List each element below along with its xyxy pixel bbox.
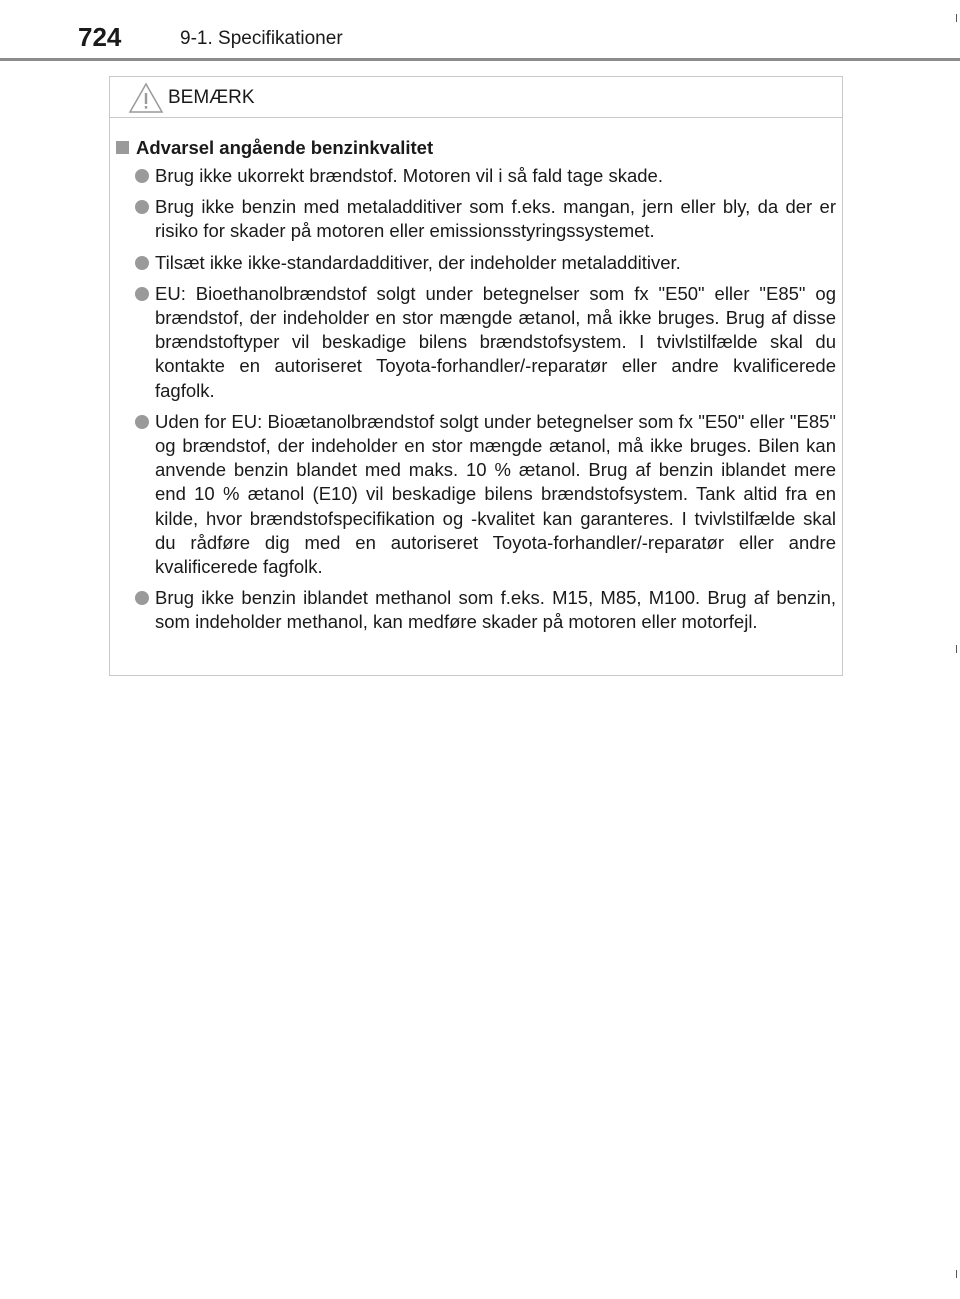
page-header [0,0,960,62]
list-item [110,251,836,275]
notice-box [109,76,843,676]
section-title: 9-1. Specifikationer [180,28,343,49]
list-item [110,282,836,403]
square-bullet-icon [116,141,129,154]
bullet-icon [135,169,149,183]
notice-body [110,118,842,635]
list-item-text: EU: Bioethanolbrændstof solgt under betegnelser som fx "E50" eller "E85" og brændstof, der indeholder en stor mængde ætanol, må ikke bruges. Brug af disse brændstoftyper vil beskadige bilens brændstofsystem. I tvivlstilfælde skal du kontakte en autoriseret Toyota-forhandler/-reparatør eller andre kvalificerede fagfolk. [155,282,836,401]
list-item-text: Brug ikke benzin iblandet methanol som f.eks. M15, M85, M100. Brug af benzin, som indeholder methanol, kan medføre skader på motoren eller motorfejl. [155,587,836,633]
notice-label: BEMÆRK [168,87,255,108]
list-item-text: Tilsæt ikke ikke-standardadditiver, der indeholder metaladditiver. [155,251,681,273]
bullet-icon [135,256,149,270]
warning-triangle-icon [128,82,164,114]
list-item-text: Brug ikke ukorrekt brændstof. Motoren vil i så fald tage skade. [155,165,663,186]
crop-mark-bottom-right [956,1270,957,1278]
header-rule [0,58,960,61]
crop-mark-middle-right [956,645,957,653]
bullet-icon [135,200,149,214]
notice-header [110,77,842,118]
list-item [110,586,836,634]
list-item [110,164,836,188]
list-item-text: Brug ikke benzin med metaladditiver som f.eks. mangan, jern eller bly, da der er risiko for skader på motoren eller emissionsstyringssystemet. [155,196,836,242]
list-item [110,195,836,243]
crop-mark-top-right [956,14,957,22]
list-item-text: Uden for EU: Bioætanolbrændstof solgt under betegnelser som fx "E50" eller "E85" og brændstof, der indeholder en stor mængde ætanol, må ikke bruges. Bilen kan anvende benzin blandet med maks. 10 % ætanol. Brug af benzin iblandet mere end 10 % ætanol (E10) vil beskadige bilens brændstofsystem. Tank altid fra en kilde, hvor brændstofspecifikation og -kvalitet kan garanteres. I tvivlstilfælde skal du rådføre dig med en autoriseret Toyota-forhandler/-reparatør eller andre kvalificerede fagfolk. [155,410,836,578]
bullet-icon [135,287,149,301]
list-item [110,410,836,579]
notice-subheading-text: Advarsel angående benzinkvalitet [136,137,434,158]
bullet-icon [135,415,149,429]
page-number: 724 [78,22,122,52]
bullet-icon [135,591,149,605]
notice-subheading [110,136,836,160]
